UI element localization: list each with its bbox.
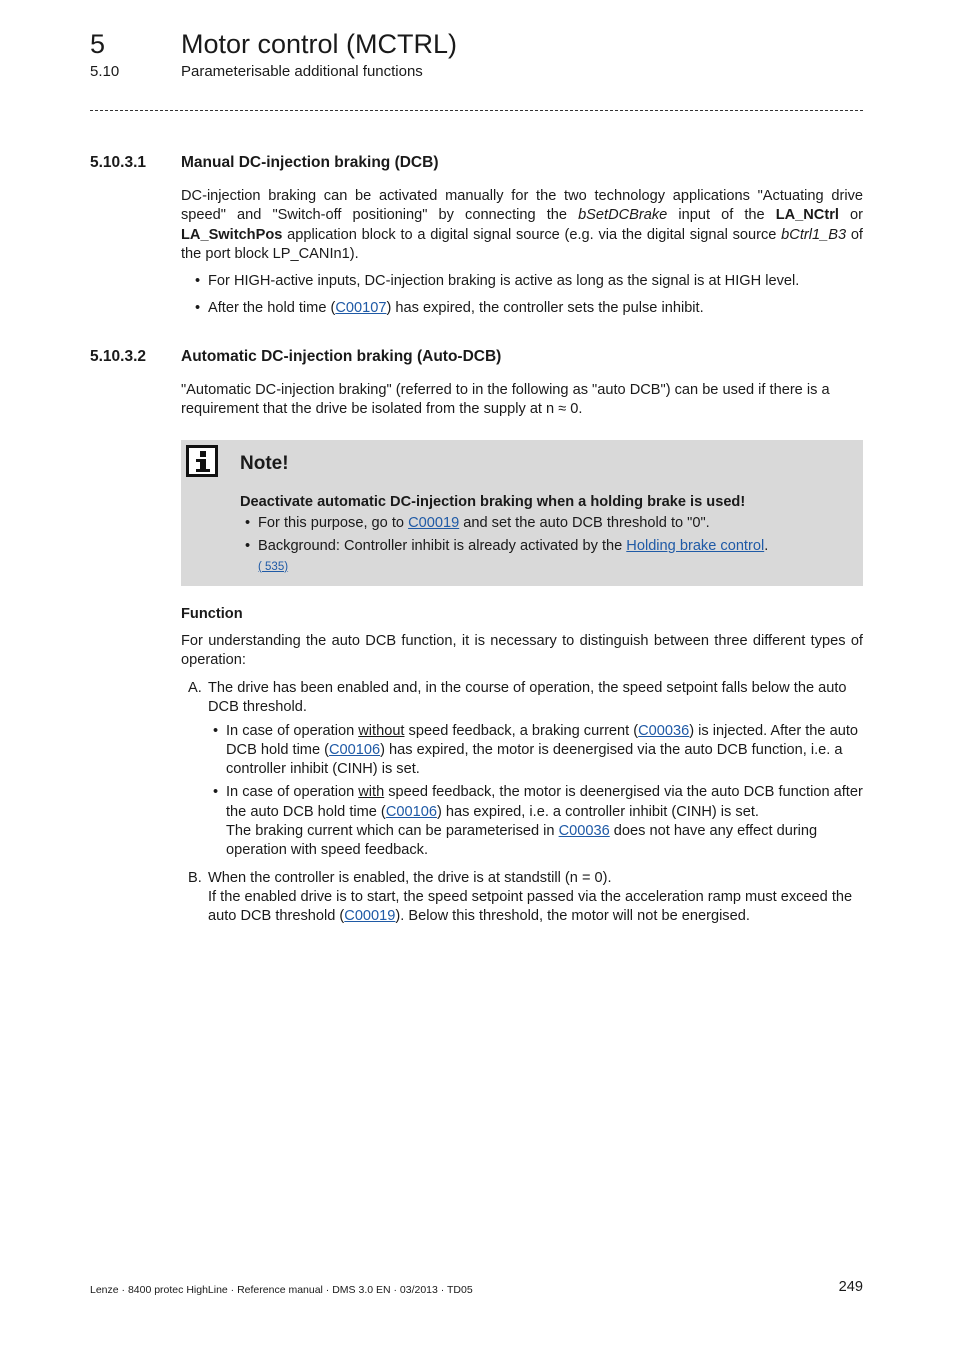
link-c00106[interactable]: C00106 (329, 741, 381, 758)
link-c00107[interactable]: C00107 (335, 300, 387, 317)
page-number: 249 (838, 1279, 863, 1295)
operation-types-list (181, 679, 863, 935)
function-intro: For understanding the auto DCB function, it is necessary to distinguish between three different types of operation: (181, 633, 863, 669)
page-reference-link[interactable]: ( 535) (258, 560, 289, 573)
manual-dcb-paragraph: DC-injection braking can be activated manually for the two technology applications "Actuating drive speed" and "Switch-off positioning" by connecting the bSetDCBrake input of the LA_NCtrl or LA_SwitchPos application block to a digital signal source (e.g. via the digital signal source bCtrl1_B3 of the port block LP_CANIn1). (181, 188, 864, 262)
section-number: 5.10 (90, 63, 120, 80)
list-item: A. The drive has been enabled and, in the course of operation, the speed setpoint falls below the auto DCB threshold. • In case of operation without speed feedback, a braking current (C00036) is injected. After the auto DCB hold time (C00106) has expired, the motor is deenergised via the auto DCB function, i.e. a controller inhibit (CINH) is set. • In case of operation with speed feedback, the motor is deenergised via the auto DCB function after the auto DCB hold time (C00106) has expired, i.e. a controller inhibit (CINH) is set. The braking current which can be parameterised in C00036 does not have any effect during operation with speed feedback. (181, 679, 863, 861)
link-c00036[interactable]: C00036 (558, 823, 610, 840)
link-c00036[interactable]: C00036 (638, 722, 690, 739)
chapter-number: 5 (90, 29, 106, 59)
manual-dcb-bullets (181, 272, 863, 327)
link-holding-brake-control[interactable]: Holding brake control (626, 538, 765, 555)
subsection-number-auto-dcb: 5.10.3.2 (90, 348, 147, 365)
list-item: B. When the controller is enabled, the drive is at standstill (n = 0). If the enabled drive is to start, the speed setpoint passed via the acceleration ramp must exceed the auto DCB threshold (C00019). Below this threshold, the motor will not be energised. (188, 869, 853, 925)
list-item: • For this purpose, go to C00019 and set the auto DCB threshold to "0". (240, 514, 850, 533)
note-bullets (240, 514, 850, 581)
note-box (181, 440, 863, 586)
subsection-title-manual-dcb: Manual DC-injection braking (DCB) (181, 154, 439, 171)
link-c00019[interactable]: C00019 (408, 515, 460, 531)
function-heading: Function (181, 606, 243, 622)
note-title: Note! (240, 453, 289, 474)
list-item: • In case of operation with speed feedback, the motor is deenergised via the auto DCB function after the auto DCB hold time (C00106) has expired, i.e. a controller inhibit (CINH) is set. The braking current which can be parameterised in C00036 does not have any effect during operation with speed feedback. (208, 783, 863, 860)
link-c00106[interactable]: C00106 (385, 803, 437, 820)
list-item: • For HIGH-active inputs, DC-injection braking is active as long as the signal is at HIGH level. (181, 272, 863, 291)
chapter-title: Motor control (MCTRL) (181, 29, 458, 59)
header-divider (90, 110, 863, 111)
subsection-number-manual-dcb: 5.10.3.1 (90, 154, 147, 171)
list-item: • Background: Controller inhibit is already activated by the Holding brake control. ( 535) (240, 537, 850, 577)
info-icon (186, 445, 218, 477)
link-c00019[interactable]: C00019 (344, 908, 396, 925)
list-marker: A. (188, 680, 202, 696)
auto-dcb-paragraph: "Automatic DC-injection braking" (referred to in the following as "auto DCB") can be used if there is a requirement that the drive be isolated from the supply at n ≈ 0. (181, 382, 830, 418)
list-marker: B. (188, 869, 202, 886)
subsection-title-auto-dcb: Automatic DC-injection braking (Auto-DCB) (181, 348, 502, 365)
section-title: Parameterisable additional functions (181, 63, 423, 80)
list-item: • After the hold time (C00107) has expired, the controller sets the pulse inhibit. (181, 299, 863, 318)
note-warning: Deactivate automatic DC-injection braking when a holding brake is used! (240, 494, 746, 510)
list-item: • In case of operation without speed feedback, a braking current (C00036) is injected. After the auto DCB hold time (C00106) has expired, the motor is deenergised via the auto DCB function, i.e. a controller inhibit (CINH) is set. (208, 722, 863, 780)
footer-text: Lenze · 8400 protec HighLine · Reference manual · DMS 3.0 EN · 03/2013 · TD05 (90, 1284, 473, 1296)
